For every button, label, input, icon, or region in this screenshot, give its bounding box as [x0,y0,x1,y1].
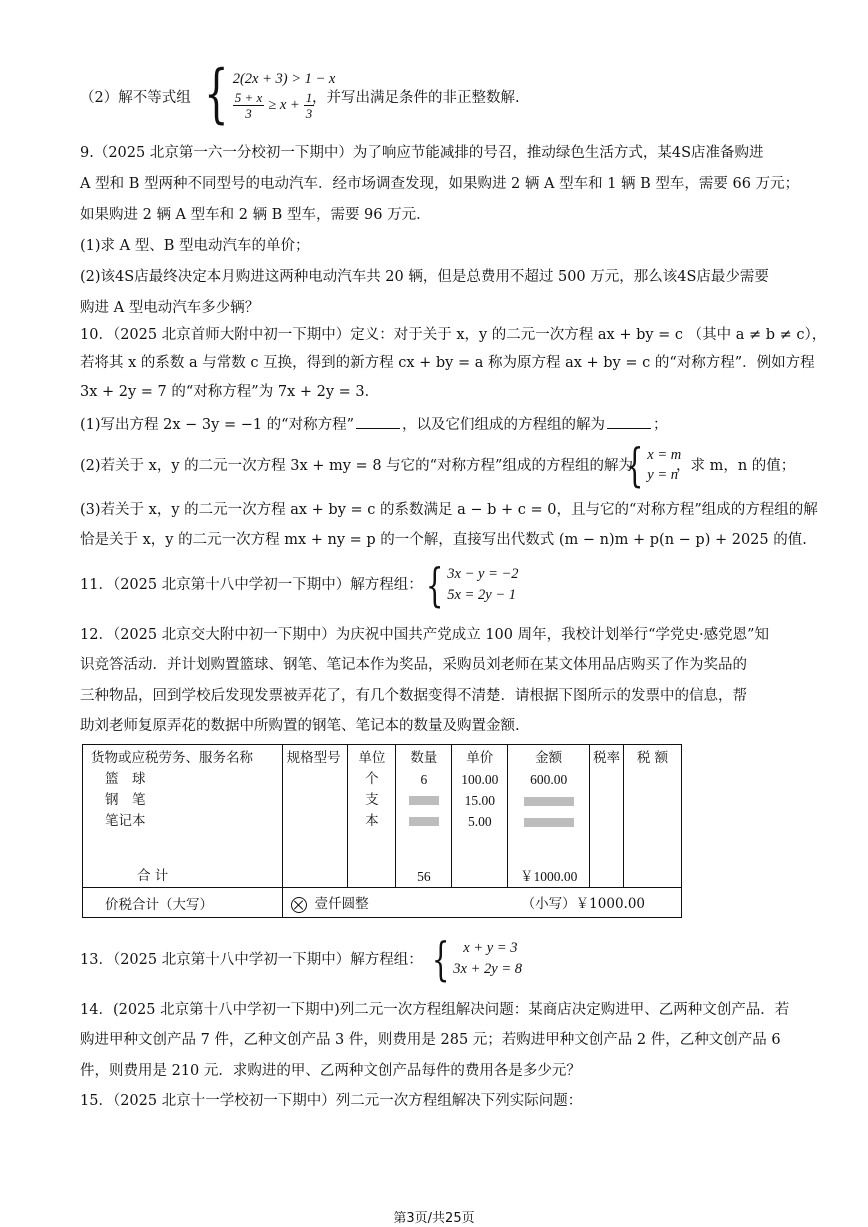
header-spec: 规格型号 [286,750,341,766]
price-notebook: 5.00 [467,814,492,829]
invoice-table [82,744,682,918]
q8-inequality-row2-mid: ≥ x + [268,97,300,113]
col-amount [508,745,590,888]
answer-blank-2 [607,414,651,429]
q10-line5a: (2)若关于 x，y 的二元一次方程 3x + my = 8 与它的“对称方程”组成的方程组的解为 [80,458,633,474]
q9-line1: 9.（2025 北京第一六一分校初一下期中）为了响应节能减排的号召，推动绿色生活方式，某4S店准备购进 [80,145,764,161]
item-name-pen: 钢 笔 [105,792,146,808]
q12-line1: 12．（2025 北京交大附中初一下期中）为庆祝中国共产党成立 100 周年，我校计划举行“学党史·感党恩”知 [80,627,770,643]
q12-line4: 助刘老师复原弄花的数据中所购置的钢笔、笔记本的数量及购置金额. [80,718,520,734]
tax-total-small: （小写）￥1000.00 [521,896,645,913]
q11-row1: 3x − y = −2 [447,566,519,582]
qty-basketball: 6 [420,772,428,787]
invoice-tax-total-row [83,888,682,918]
tax-total-label: 价税合计（大写） [105,896,213,913]
q8-brace: { [204,57,229,131]
q10-line3: 3x + 2y = 7 的“对称方程”为 7x + 2y = 3． [80,384,380,400]
q10-line2: 若将其 x 的系数 a 与常数 c 互换，得到的新方程 cx + by = a 称为原方程 ax + by = c 的“对称方程”．例如方程 [80,355,815,371]
q9-line4: (1)求 A 型、B 型电动汽车的单价； [80,238,310,254]
q10-line4: (1)写出方程 2x − 3y = −1 的“对称方程” ，以及它们组成的方程组的解为 ； [80,414,668,435]
q11-row2: 5x = 2y − 1 [447,587,516,603]
smudged-qty-pen [409,796,439,805]
page-number: 第3页/共25页 [393,1211,475,1226]
total-label: 合 计 [137,868,169,884]
q15-line1: 15．（2025 北京十一学校初一下期中）列二元一次方程组解决下列实际问题： [80,1093,583,1109]
unit-notebook: 本 [365,813,379,829]
total-amount: ￥1000.00 [519,869,578,884]
q12-line2: 识竞答活动．并计划购置篮球、钢笔、笔记本作为奖品，采购员刘老师在某文体用品店购买了作为奖品的 [80,657,747,673]
q14-line1: 14．(2025 北京第十八中学初一下期中)列二元一次方程组解决问题：某商店决定购进甲、乙两种文创产品．若 [80,1002,790,1018]
total-qty: 56 [417,869,431,884]
q13-row1: x + y = 3 [463,940,518,956]
q8-part2-prefix: （2）解不等式组 [80,90,191,106]
invoice-body-row [83,745,682,888]
header-tax: 税 额 [636,750,669,766]
q9-line3: 如果购进 2 辆 A 型车和 2 辆 B 型车，需要 96 万元． [80,207,431,223]
q8-fraction-left: $\frac{5 + x}{3}$ [234,89,263,121]
col-unit [348,745,396,888]
header-taxrate: 税率 [593,750,621,766]
smudged-amount-notebook [524,818,574,827]
header-amount: 金额 [535,750,563,766]
q14-line2: 购进甲种文创产品 7 件，乙种文创产品 3 件，则费用是 285 元；若购进甲种文创产品 2 件，乙种文创产品 6 [80,1032,781,1048]
header-name: 货物或应税劳务、服务名称 [91,750,253,766]
q10-line6: (3)若关于 x，y 的二元一次方程 ax + by = c 的系数满足 a − b + c = 0，且与它的“对称方程”组成的方程组的解 [80,502,818,518]
q13-equation-system: { x + y = 3 3x + 2y = 8 [431,932,522,986]
unit-pen: 支 [365,792,379,808]
col-name [83,745,283,888]
q8-inequality-row1: 2(2x + 3) > 1 − x [232,70,336,87]
q11-prefix: 11．（2025 北京第十八中学初一下期中）解方程组： [80,577,423,593]
col-price [452,745,508,888]
col-spec [282,745,348,888]
col-tax [624,745,682,888]
q8-fraction-right: $\frac{1}{3}$ [305,89,313,121]
q13-prefix: 13．（2025 北京第十八中学初一下期中）解方程组： [80,952,423,968]
smudged-amount-pen [524,797,574,806]
item-name-basketball: 篮 球 [105,771,146,787]
header-price: 单价 [466,750,494,766]
q14-line3: 件，则费用是 210 元．求购进的甲、乙两种文创产品每件的费用各是多少元？ [80,1063,581,1079]
cross-circle-icon [291,897,307,913]
q10-sol-row2: y = n [647,467,679,483]
q8-part2-suffix: ，并写出满足条件的非正整数解. [312,90,520,106]
header-unit: 单位 [358,750,386,766]
answer-blank-1 [356,414,400,429]
q9-line5: (2)该4S店最终决定本月购进这两种电动汽车共 20 辆，但是总费用不超过 500 万元，那么该4S店最少需要 [80,269,769,285]
smudged-qty-notebook [409,817,439,826]
q10-sol-row1: x = m [647,447,682,463]
q12-line3: 三种物品，回到学校后发现发票被弄花了，有几个数据变得不清楚．请根据下图所示的发票中的信息，帮 [80,688,747,704]
col-taxrate [590,745,624,888]
q9-line2: A 型和 B 型两种不同型号的电动汽车．经市场调查发现，如果购进 2 辆 A 型车和 1 辆 B 型车，需要 66 万元； [80,176,800,192]
amount-basketball: 600.00 [530,772,568,787]
q10-line1: 10．（2025 北京首师大附中初一下期中）定义：对于关于 x，y 的二元一次方程 ax + by = c （其中 a ≠ b ≠ c）， [80,327,827,343]
q10-line5b: ，求 m，n 的值； [676,458,796,474]
tax-total-upper: 壹仟圆整 [314,896,369,913]
price-basketball: 100.00 [461,772,499,787]
col-qty [396,745,452,888]
q10-solution-system: { x = m y = n [625,438,682,492]
price-pen: 15.00 [464,793,495,808]
q10-line7: 恰是关于 x，y 的二元一次方程 mx + ny = p 的一个解，直接写出代数式 (m − n)m + p(n − p) + 2025 的值. [80,532,807,548]
q9-line6: 购进 A 型电动汽车多少辆？ [80,300,260,316]
header-qty: 数量 [410,750,438,766]
q11-equation-system: { 3x − y = −2 5x = 2y − 1 [425,558,519,612]
unit-basketball: 个 [365,771,379,787]
item-name-notebook: 笔记本 [105,813,146,829]
q13-row2: 3x + 2y = 8 [453,961,522,977]
